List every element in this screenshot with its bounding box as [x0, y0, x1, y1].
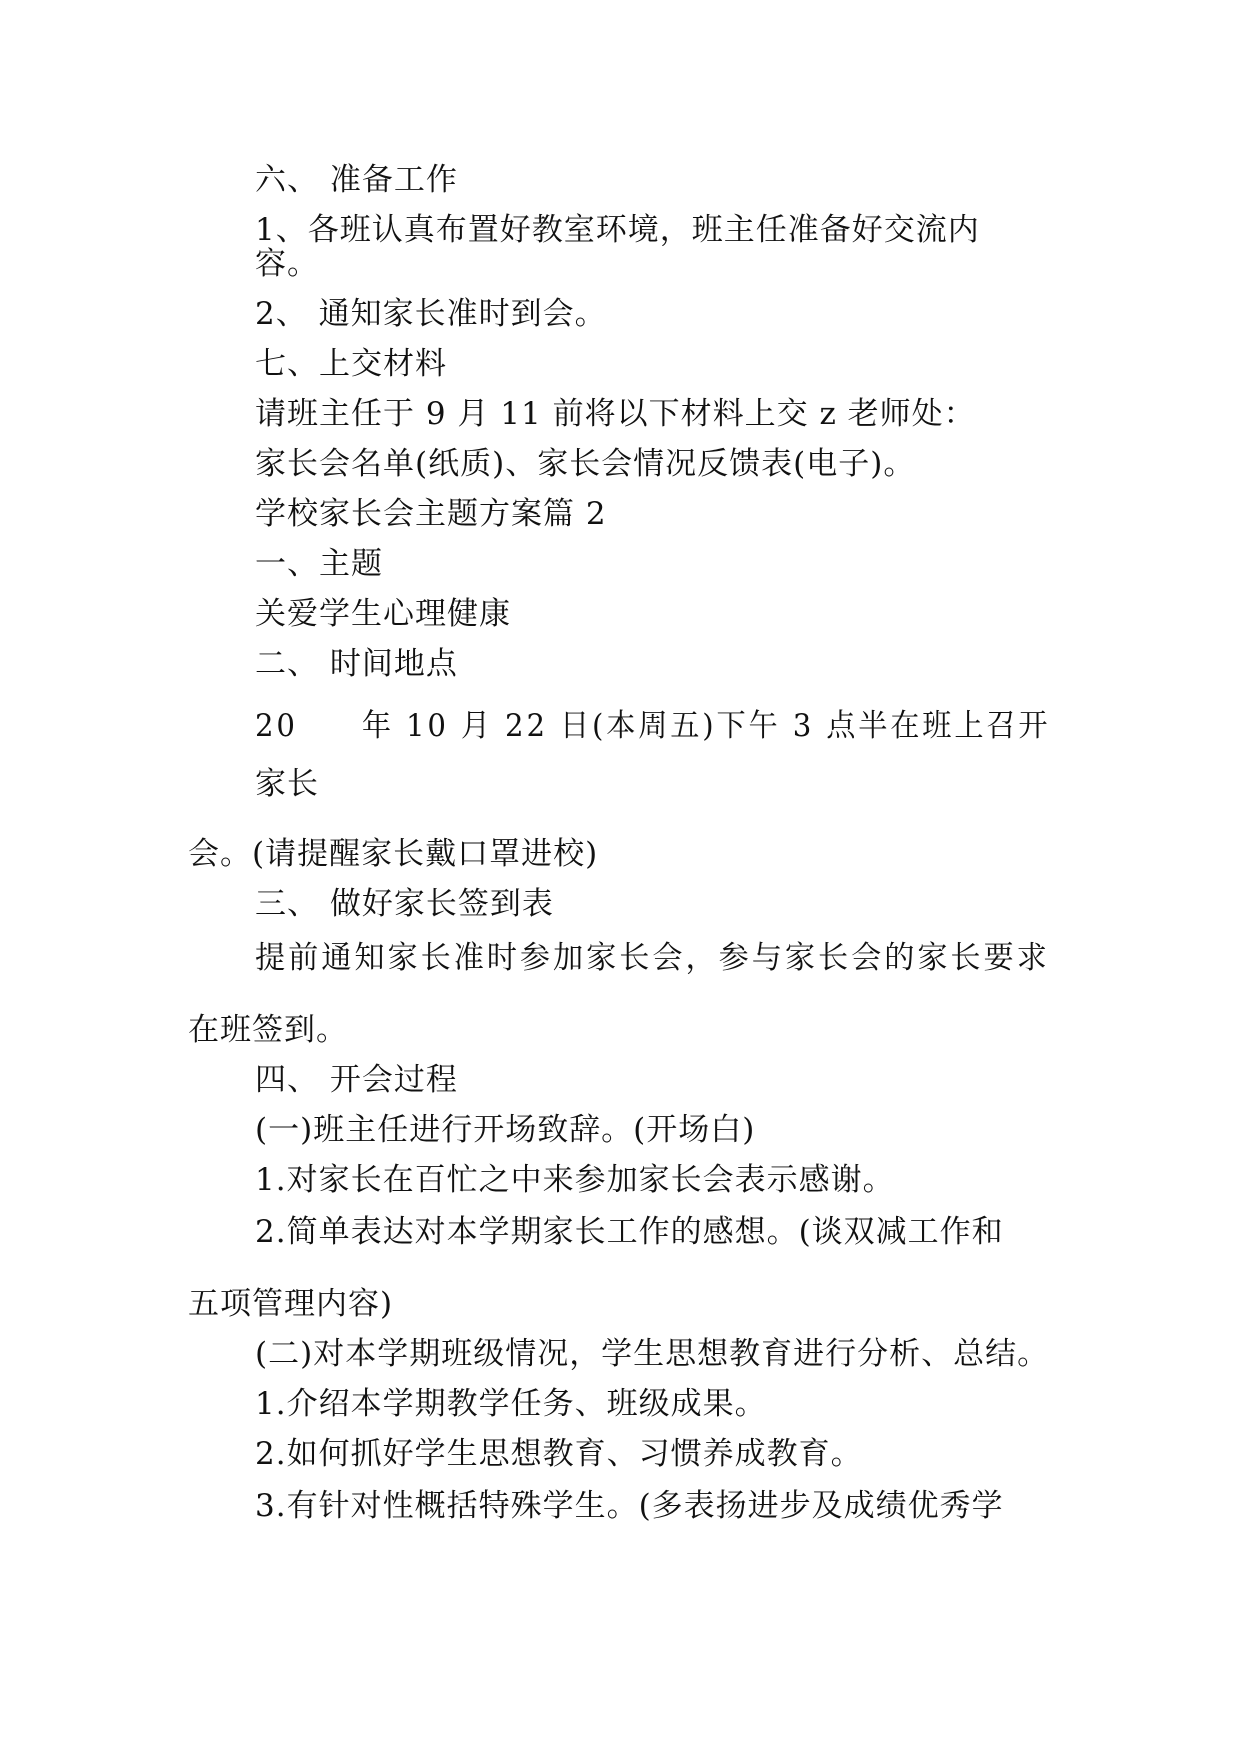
section-heading-time-place: 二、 时间地点	[255, 646, 458, 682]
paragraph-line: 在班签到。	[188, 1012, 348, 1048]
paragraph-line: 家长会名单(纸质)、家长会情况反馈表(电子)。	[255, 446, 916, 482]
paragraph-line: 容。	[255, 246, 319, 282]
section-heading-theme: 一、主题	[255, 546, 383, 582]
section-heading-sign-in: 三、 做好家长签到表	[255, 886, 554, 922]
paragraph-line: 2.简单表达对本学期家长工作的感想。(谈双减工作和	[255, 1214, 1004, 1250]
paragraph-line: 2、 通知家长准时到会。	[255, 296, 607, 332]
paragraph-line: 20 年 10 月 22 日(本周五)下午 3 点半在班上召开	[255, 708, 1051, 744]
paragraph-line: 1、各班认真布置好教室环境，班主任准备好交流内	[255, 212, 980, 248]
paragraph-line: 提前通知家长准时参加家长会，参与家长会的家长要求	[255, 940, 1050, 976]
paragraph-line: 会。(请提醒家长戴口罩进校)	[188, 836, 599, 872]
paragraph-line: 五项管理内容)	[188, 1286, 394, 1322]
section-heading-materials: 七、上交材料	[255, 346, 447, 382]
paragraph-line: 3.有针对性概括特殊学生。(多表扬进步及成绩优秀学	[255, 1488, 1004, 1524]
paragraph-line: 请班主任于 9 月 11 前将以下材料上交 z 老师处：	[255, 396, 976, 432]
paragraph-line: 2.如何抓好学生思想教育、习惯养成教育。	[255, 1436, 863, 1472]
paragraph-line: 1.介绍本学期教学任务、班级成果。	[255, 1386, 767, 1422]
section-heading-meeting-process: 四、 开会过程	[255, 1062, 458, 1098]
section-heading-preparation: 六、 准备工作	[255, 162, 458, 198]
paragraph-line: (二)对本学期班级情况，学生思想教育进行分析、总结。	[255, 1336, 1050, 1372]
paragraph-line: 1.对家长在百忙之中来参加家长会表示感谢。	[255, 1162, 895, 1198]
paragraph-line: 关爱学生心理健康	[255, 596, 511, 632]
paragraph-line: 家长	[255, 766, 319, 802]
paragraph-line: (一)班主任进行开场致辞。(开场白)	[255, 1112, 756, 1148]
plan-title: 学校家长会主题方案篇 2	[255, 496, 607, 532]
